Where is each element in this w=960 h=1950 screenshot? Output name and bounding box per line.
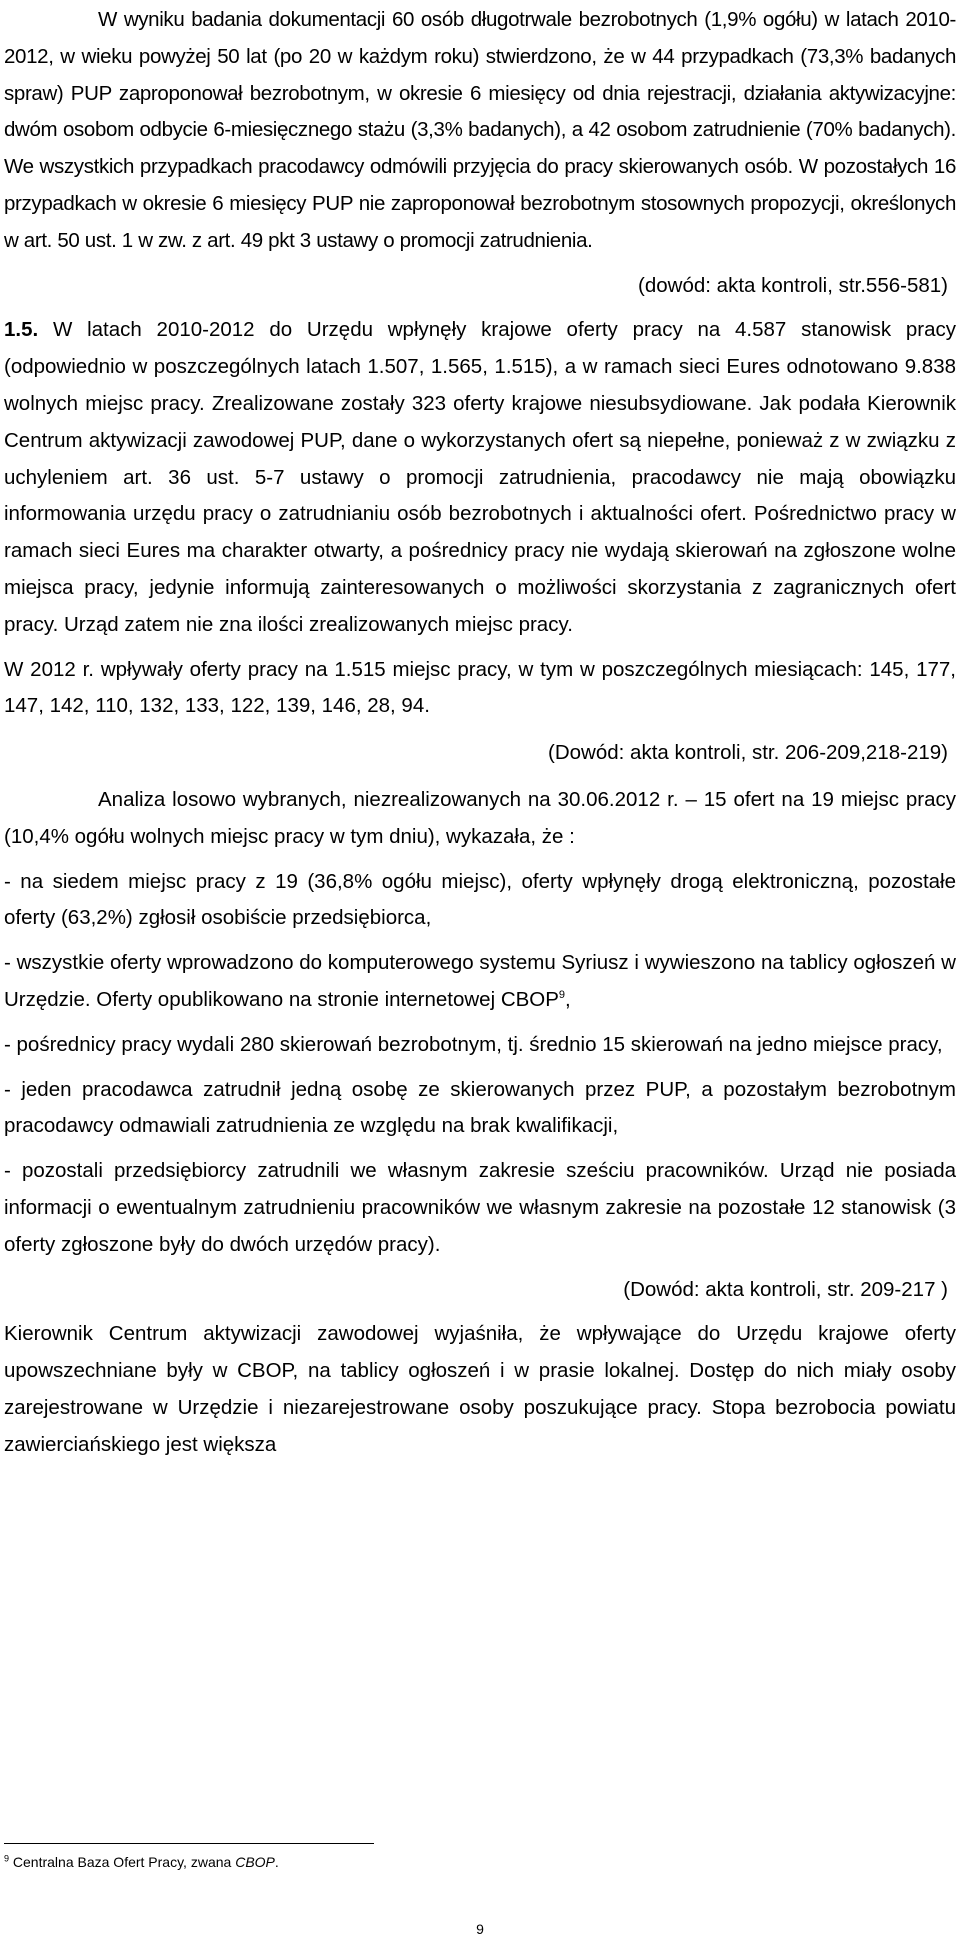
section-number: 1.5. — [4, 318, 39, 342]
footnote-text-prefix: Centralna Baza Ofert Pracy, zwana — [12, 1854, 236, 1870]
body-text — [4, 2, 956, 1463]
paragraph-analysis: Analiza losowo wybranych, niezrealizowanych na 30.06.2012 r. – 15 ofert na 19 miejsc pracy (10,4% ogółu wolnych miejsc pracy w tym dniu), wykazała, że : — [4, 787, 956, 848]
footnote-number: 9 — [4, 1853, 10, 1864]
footnote-text-suffix: . — [274, 1854, 279, 1870]
paragraph-explanation: Kierownik Centrum aktywizacji zawodowej wyjaśniła, że wpływające do Urzędu krajowe oferty upowszechniane były w CBOP, na tablicy ogłoszeń i w prasie lokalnej. Dostęp do nich miały osoby zarejestrowane w Urzędzie i niezarejestrowane osoby poszukujące pracy. Stopa bezrobocia powiatu zawierciańskiego jest większa — [4, 1322, 956, 1456]
footnote — [4, 1852, 279, 1872]
list-item: - pozostali przedsiębiorcy zatrudnili we własnym zakresie sześciu pracowników. Urząd nie posiada informacji o ewentualnym zatrudnieniu pracowników we własnym zakresie na pozostałe 12 stanowisk (3 oferty zgłoszone były do dwóch urzędów pracy). — [4, 1159, 956, 1256]
list-item: - pośrednicy pracy wydali 280 skierowań bezrobotnym, tj. średnio 15 skierowań na jedno miejsce pracy, — [4, 1032, 943, 1056]
footnote-reference[interactable]: 9 — [558, 989, 566, 1002]
section-1-5-text: W latach 2010-2012 do Urzędu wpłynęły krajowe oferty pracy na 4.587 stanowisk pracy (odpowiednio w poszczególnych latach 1.507, 1.565, 1.515), a w ramach sieci Eures odnotowano 9.838 wolnych miejsc pracy. Zrealizowane zostały 323 oferty krajowe niesubsydiowane. Jak podała Kierownik Centrum aktywizacji zawodowej PUP, dane o wykorzystanych ofert są niepełne, ponieważ z w związku z uchyleniem art. 36 ust. 5-7 ustawy o promocji zatrudnienia, pracodawcy nie mają obowiązku informowania urzędu pracy o zatrudnianiu osób bezrobotnych i aktualności ofert. Pośrednictwo pracy w ramach sieci Eures ma charakter otwarty, a pośrednicy pracy nie wydają skierowań na zgłoszone wolne miejsca pracy, jedynie informują zainteresowanych o możliwości skorzystania z zagranicznych ofert pracy. Urząd zatem nie zna ilości zrealizowanych miejsc pracy. — [4, 318, 956, 636]
section-1-5-paragraph — [4, 312, 956, 643]
list-item-text: - wszystkie oferty wprowadzono do komputerowego systemu Syriusz i wywieszono na tablicy ogłoszeń w Urzędzie. Oferty opublikowano na stronie internetowej CBOP — [4, 951, 956, 1011]
evidence-note: (Dowód: akta kontroli, str. 209-217 ) — [623, 1277, 948, 1301]
list-item — [4, 945, 956, 1019]
list-item: - na siedem miejsc pracy z 19 (36,8% ogółu miejsc), oferty wpłynęły drogą elektroniczną, pozostałe oferty (63,2%) zgłosił osobiście przedsiębiorca, — [4, 869, 956, 930]
footnote-separator — [4, 1843, 374, 1844]
page-number: 9 — [476, 1921, 484, 1937]
evidence-note: (dowód: akta kontroli, str.556-581) — [638, 273, 948, 297]
evidence-note: (Dowód: akta kontroli, str. 206-209,218-219) — [548, 741, 948, 765]
list-item-punctuation: , — [565, 987, 571, 1011]
paragraph-research-results: W wyniku badania dokumentacji 60 osób długotrwale bezrobotnych (1,9% ogółu) w latach 2010-2012, w wieku powyżej 50 lat (po 20 w każdym roku) stwierdzono, że w 44 przypadkach (73,3% badanych spraw) PUP zaproponował bezrobotnym, w okresie 6 miesięcy od dnia rejestracji, działania aktywizacyjne: dwóm osobom odbycie 6-miesięcznego stażu (3,3% badanych), a 42 osobom zatrudnienie (70% badanych). We wszystkich przypadkach pracodawcy odmówili przyjęcia do pracy skierowanych osób. W pozostałych 16 przypadkach w okresie 6 miesięcy PUP nie zaproponował bezrobotnym stosownych propozycji, określonych w art. 50 ust. 1 w zw. z art. 49 pkt 3 ustawy o promocji zatrudnienia. — [4, 8, 956, 252]
list-item: - jeden pracodawca zatrudnił jedną osobę ze skierowanych przez PUP, a pozostałym bezrobotnym pracodawcy odmawiali zatrudnienia ze względu na brak kwalifikacji, — [4, 1077, 956, 1138]
footnote-text-italic: CBOP — [235, 1854, 275, 1870]
paragraph-offers-2012: W 2012 r. wpływały oferty pracy na 1.515 miejsc pracy, w tym w poszczególnych miesiącach: 145, 177, 147, 142, 110, 132, 133, 122, 139, 146, 28, 94. — [4, 657, 956, 718]
